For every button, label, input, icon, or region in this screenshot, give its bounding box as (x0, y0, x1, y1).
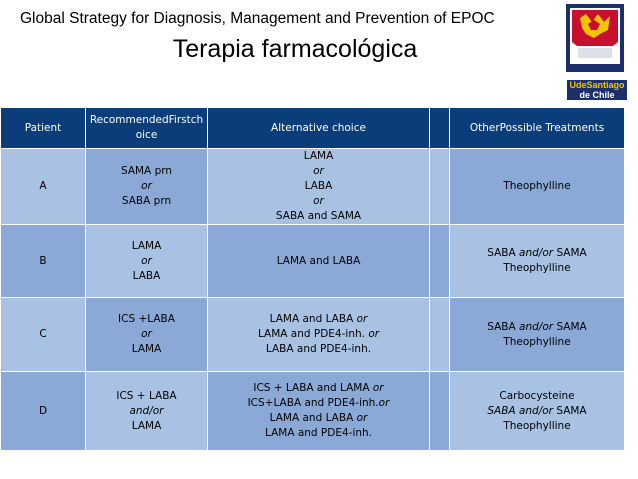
cell-text: SABA and/or (487, 404, 553, 417)
cell-line: LABA (304, 180, 333, 192)
patient-cell: A (1, 149, 86, 225)
cell-text: LAMA and LABA (269, 412, 354, 424)
cell-line (210, 327, 427, 342)
cell-line: Theophylline (503, 180, 571, 192)
cell-text: ICS + LABA and LAMA (253, 382, 370, 394)
empty-cell (430, 298, 450, 372)
table-row (1, 372, 625, 451)
cell-line: LAMA (303, 150, 334, 162)
cell-line (210, 411, 427, 426)
other-cell (450, 372, 625, 451)
other-cell (450, 149, 625, 225)
patient-cell: B (1, 225, 86, 298)
logo-wordmark-line1: UdeSantiago (569, 80, 625, 90)
table-row (1, 225, 625, 298)
cell-text: or (368, 328, 380, 340)
cell-text: SABA (487, 247, 516, 259)
other-cell (450, 225, 625, 298)
alternative-cell (208, 372, 430, 451)
cell-text: LAMA and PDE4-inh. (257, 328, 365, 340)
cell-text: SABA (487, 320, 516, 333)
recommended-cell (86, 225, 208, 298)
cell-text: or (378, 397, 390, 409)
cell-text: or (356, 313, 368, 325)
cell-text: SAMA (556, 404, 587, 417)
patient-cell: C (1, 298, 86, 372)
cell-text: SAMA (556, 247, 587, 259)
cell-line (210, 312, 427, 327)
cell-line: Carbocysteine (499, 389, 575, 402)
cell-line: or (141, 328, 152, 340)
recommended-cell (86, 372, 208, 451)
empty-cell (430, 149, 450, 225)
cell-line: SABA prn (121, 195, 172, 207)
cell-line: and/or (129, 404, 164, 417)
cell-text: and/or (519, 320, 554, 333)
slide-subtitle: Global Strategy for Diagnosis, Management and Prevention of EPOC (20, 10, 495, 27)
cell-line: or (141, 254, 152, 267)
header-empty (430, 108, 450, 149)
cell-line (452, 246, 622, 261)
cell-line: Theophylline (503, 262, 571, 274)
cell-text: ICS+LABA and PDE4-inh. (247, 397, 379, 409)
header-patient: Patient (1, 108, 86, 149)
cell-line (452, 404, 622, 419)
slide-title: Terapia farmacológica (172, 35, 418, 63)
other-cell (450, 298, 625, 372)
logo-wordmark (567, 80, 627, 100)
cell-line: LAMA (131, 239, 162, 252)
cell-line: Theophylline (503, 335, 571, 348)
table-row (1, 149, 625, 225)
cell-text: or (356, 412, 368, 424)
cell-line: SAMA prn (120, 165, 173, 177)
recommended-cell (86, 298, 208, 372)
cell-line: or (313, 165, 324, 177)
cell-line (210, 396, 427, 411)
cell-line (210, 381, 427, 396)
cell-line: ICS + LABA (116, 389, 177, 402)
alternative-cell (208, 298, 430, 372)
cell-line: LAMA (131, 419, 162, 432)
cell-line: LAMA and LABA (276, 254, 361, 267)
cell-text: LAMA and LABA (269, 313, 354, 325)
cell-line: or (313, 195, 324, 207)
treatment-table (0, 107, 625, 451)
recommended-cell (86, 149, 208, 225)
empty-cell (430, 372, 450, 451)
alternative-cell (208, 225, 430, 298)
header-other: OtherPossible Treatments (450, 108, 625, 149)
cell-line: SABA and SAMA (275, 210, 362, 222)
cell-line (452, 320, 622, 335)
cell-line: LAMA and PDE4-inh. (264, 427, 373, 439)
cell-line: or (141, 180, 152, 192)
empty-cell (430, 225, 450, 298)
cell-line: Theophylline (503, 419, 571, 432)
cell-text: SAMA (556, 320, 587, 333)
cell-line: ICS +LABA (118, 313, 175, 325)
cell-text: and/or (519, 247, 554, 259)
patient-cell: D (1, 372, 86, 451)
cell-line: LABA (132, 269, 161, 282)
logo-wordmark-line2: de Chile (579, 90, 615, 100)
table-row (1, 298, 625, 372)
header-alternative: Alternative choice (208, 108, 430, 149)
cell-line: LAMA (131, 343, 162, 355)
cell-line: LABA and PDE4-inh. (265, 343, 372, 355)
cell-text: or (372, 382, 384, 394)
table-header-row (1, 108, 625, 149)
header-recommended: RecommendedFirstchoice (86, 108, 208, 149)
alternative-cell (208, 149, 430, 225)
